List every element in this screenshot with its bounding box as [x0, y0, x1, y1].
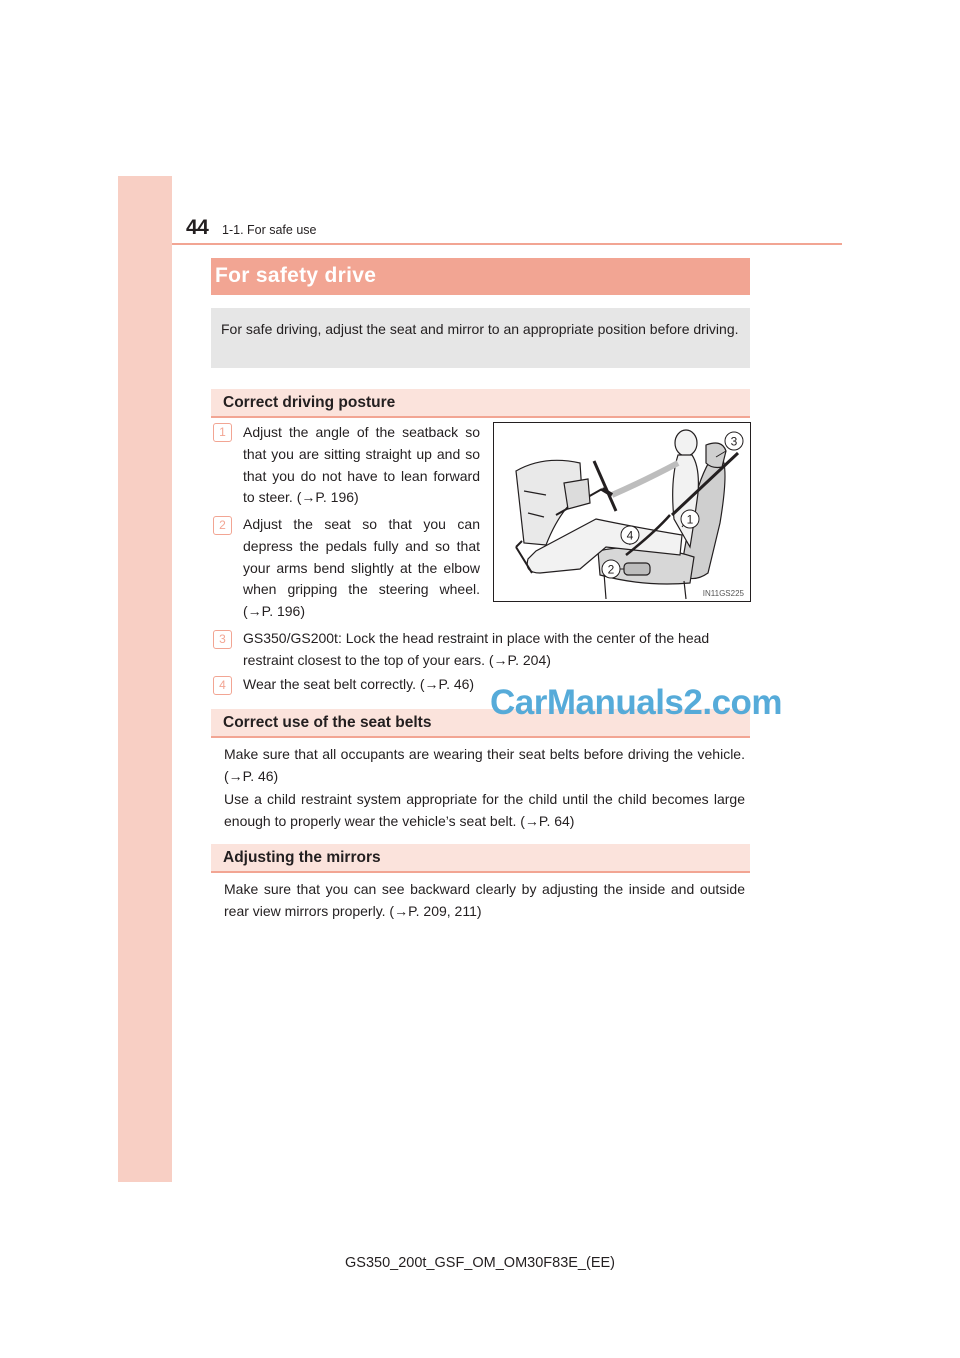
watermark-logo: CarManuals2.com	[490, 683, 783, 722]
seat-belts-paragraph-1: Make sure that all occupants are wearing their seat belts before driving the vehicle. (→P. 46)	[224, 746, 745, 784]
document-footer: GS350_200t_GSF_OM_OM30F83E_(EE)	[345, 1255, 615, 1271]
page-number: 44	[186, 216, 209, 239]
posture-item-2: Adjust the seat so that you can depress the pedals fully and so that your arms bend slightly at the elbow when gripping the steering wheel. (→P. 196)	[243, 516, 480, 620]
callout-2-label: 2	[607, 562, 615, 577]
callout-4-label: 4	[626, 528, 634, 543]
intro-text: For safe driving, adjust the seat and mirror to an appropriate position before driving.	[221, 321, 739, 337]
item-number-1: 1	[213, 423, 232, 442]
header-divider	[172, 243, 842, 245]
subheading-posture: Correct driving posture	[223, 394, 396, 411]
posture-item-1: Adjust the angle of the seatback so that you are sitting straight up and so that you do not have to lean forward to steer. (→P. 196)	[243, 424, 480, 506]
subheading-mirrors: Adjusting the mirrors	[223, 849, 381, 866]
side-tab-strip	[118, 176, 172, 1182]
seat-belts-paragraph-2: Use a child restraint system appropriate for the child until the child becomes large enough to properly wear the vehicle’s seat belt. (→P. 64)	[224, 791, 745, 829]
page-title: For safety drive	[215, 264, 377, 287]
callout-1-label: 1	[686, 512, 694, 527]
callout-3-label: 3	[730, 434, 738, 449]
subheading-seat-belts: Correct use of the seat belts	[223, 714, 432, 731]
figure-code: IN11GS225	[702, 589, 744, 598]
posture-item-4: Wear the seat belt correctly. (→P. 46)	[243, 676, 475, 692]
section-reference: 1-1. For safe use	[222, 223, 317, 237]
driving-posture-figure	[493, 422, 751, 602]
posture-item-3: GS350/GS200t: Lock the head restraint in place with the center of the head restraint closest to the top of your ears. (→P. 204)	[243, 630, 710, 668]
mirrors-paragraph: Make sure that you can see backward clearly by adjusting the inside and outside rear view mirrors properly. (→P. 209, 211)	[224, 881, 745, 919]
item-number-3: 3	[213, 630, 232, 649]
item-number-4: 4	[213, 676, 232, 695]
item-number-2: 2	[213, 516, 232, 535]
driver-seat-illustration	[494, 423, 750, 601]
